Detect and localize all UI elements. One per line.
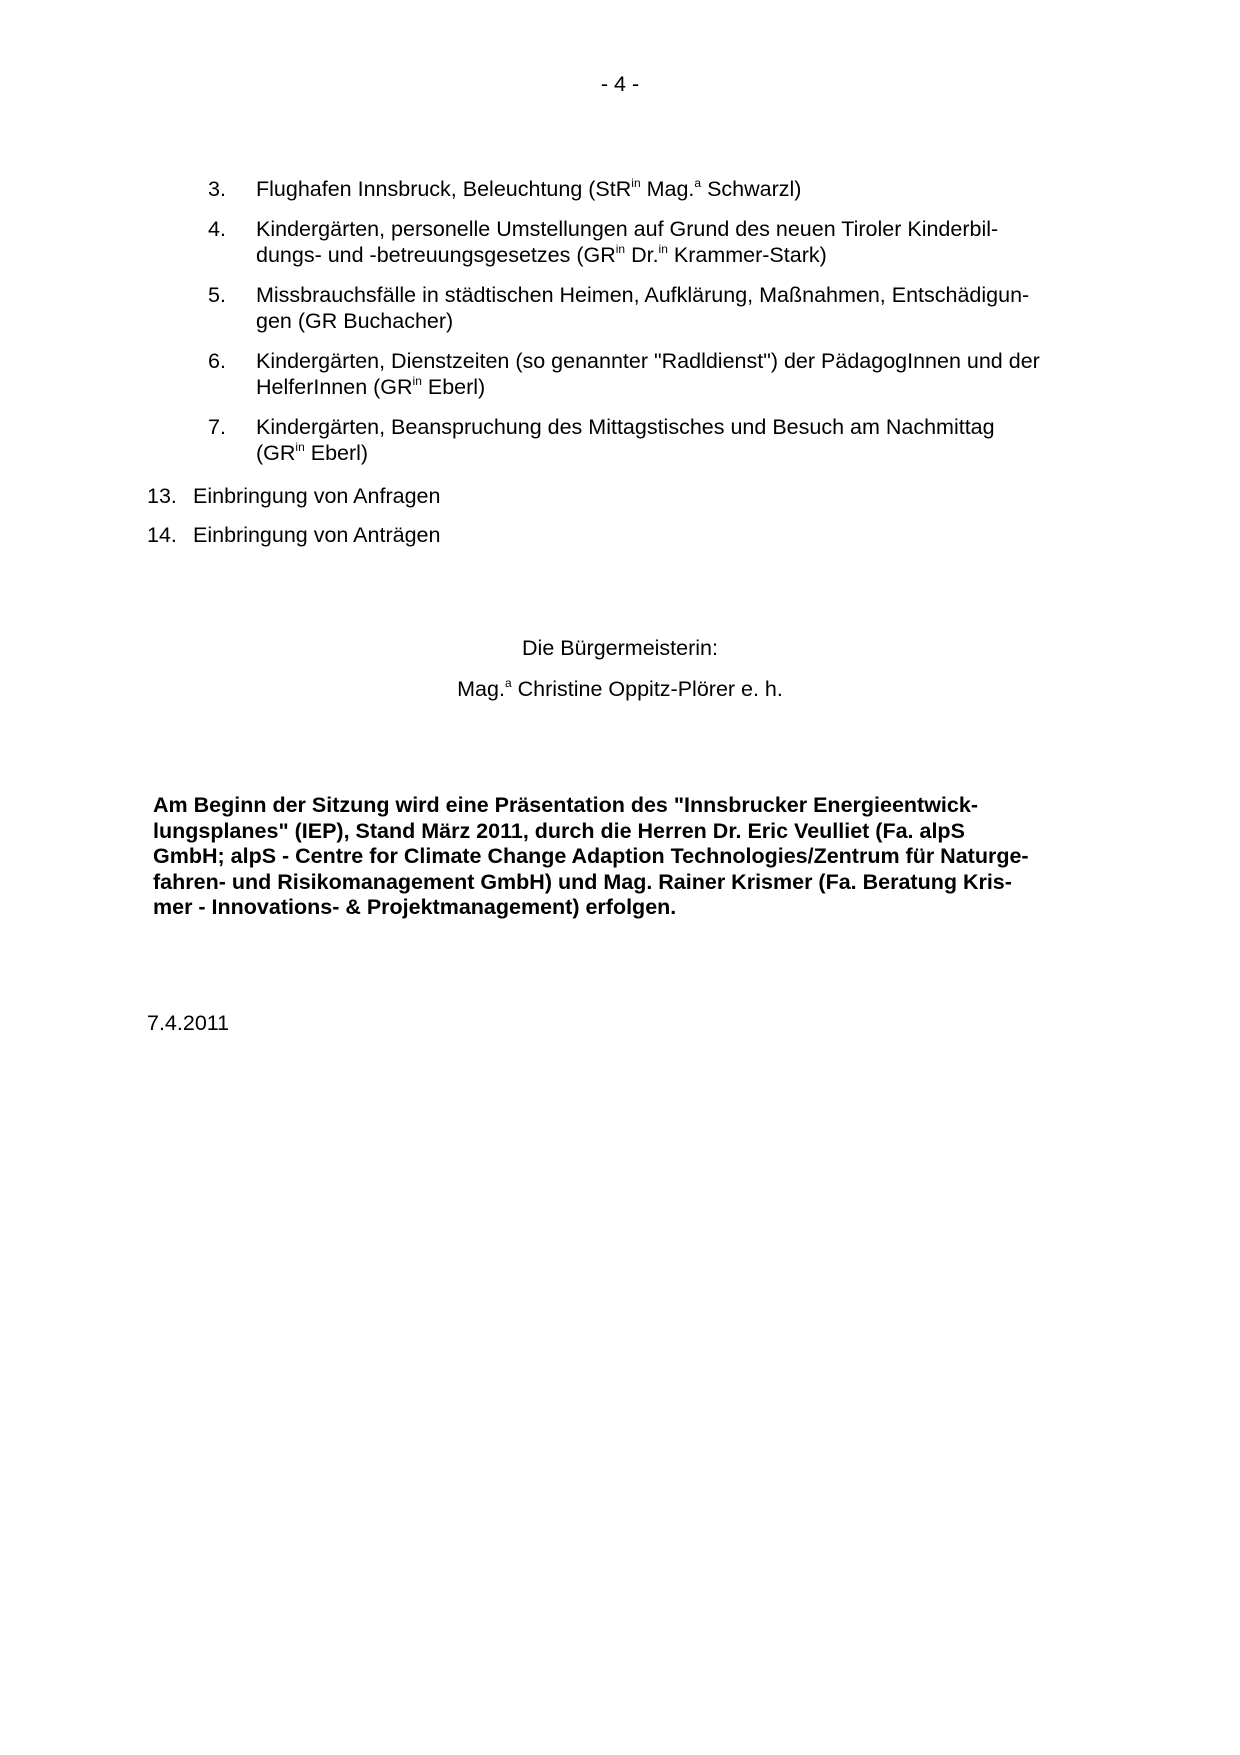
agenda-sub-item-number: 7.: [208, 415, 226, 439]
agenda-sub-item-text: Kindergärten, Beanspruchung des Mittagstisches und Besuch am Nachmittag ($GR^{in}$ Eberl): [256, 415, 995, 465]
session-note-line: fahren- und Risikomanagement GmbH) und Mag. Rainer Krismer (Fa. Beratung Kris-: [153, 869, 1012, 894]
signature-name-rest: Christine Oppitz-Plörer e. h.: [511, 677, 783, 701]
signature-block: [0, 635, 1240, 702]
page-number: - 4 -: [600, 72, 640, 96]
agenda-sub-item-number: 4.: [208, 217, 226, 241]
agenda-sub-item-text: Kindergärten, Dienstzeiten (so genannter "Radldienst") der PädagogInnen und der HelferInnen ($GR^{in}$ Eberl): [256, 349, 1040, 399]
session-note: [153, 793, 1098, 921]
agenda-sub-item-number: 6.: [208, 349, 226, 373]
superscript: a: [694, 176, 702, 190]
agenda-sub-item: [200, 216, 1100, 268]
superscript: in: [615, 242, 626, 256]
agenda-main-list: [147, 483, 1047, 561]
agenda-main-item: [147, 522, 1047, 548]
agenda-sub-item-text: Missbrauchsfälle in städtischen Heimen, Aufklärung, Maßnahmen, Entschädigun- gen (GR Buchacher): [256, 283, 1030, 333]
signature-name: [0, 676, 1240, 702]
agenda-sub-item-text: Kindergärten, personelle Umstellungen auf Grund des neuen Tiroler Kinderbil- dungs- und -betreuungsgesetzes ($GR^{in}$ Dr.$^{in}$ Krammer-Stark): [256, 217, 999, 267]
agenda-sub-item: [200, 348, 1100, 400]
agenda-main-item-number: 14.: [147, 523, 177, 547]
signature-name-prefix: Mag.: [457, 677, 505, 701]
superscript: in: [631, 176, 641, 190]
agenda-main-item-text: Einbringung von Anfragen: [193, 484, 441, 508]
session-note-line: GmbH; alpS - Centre for Climate Change Adaption Technologies/Zentrum für Naturge-: [153, 844, 1029, 868]
signature-role: Die Bürgermeisterin:: [522, 636, 718, 660]
agenda-sub-item: [200, 414, 1100, 466]
document-date: 7.4.2011: [147, 1011, 230, 1035]
agenda-main-item: [147, 483, 1047, 509]
superscript: in: [658, 242, 668, 256]
agenda-sub-list: [200, 176, 1100, 480]
signature-name-superscript: a: [504, 676, 512, 690]
agenda-sub-item-number: 5.: [208, 283, 226, 307]
session-note-line: Am Beginn der Sitzung wird eine Präsentation des "Innsbrucker Energieentwick-: [153, 793, 978, 817]
superscript: in: [295, 440, 305, 454]
session-note-line: mer - Innovations- & Projektmanagement) erfolgen.: [153, 895, 677, 919]
agenda-main-item-text: Einbringung von Anträgen: [193, 523, 441, 547]
superscript: in: [412, 374, 422, 388]
session-note-line: lungsplanes" (IEP), Stand März 2011, durch die Herren Dr. Eric Veulliet (Fa. alpS: [153, 818, 965, 843]
agenda-main-item-number: 13.: [147, 484, 177, 508]
agenda-sub-item-number: 3.: [208, 177, 226, 201]
agenda-sub-item-text: Flughafen Innsbruck, Beleuchtung (StR$^{in}$ Mag.$^a$ Schwarzl): [256, 176, 802, 201]
agenda-sub-item: [200, 282, 1100, 334]
agenda-sub-item: [200, 176, 1100, 202]
